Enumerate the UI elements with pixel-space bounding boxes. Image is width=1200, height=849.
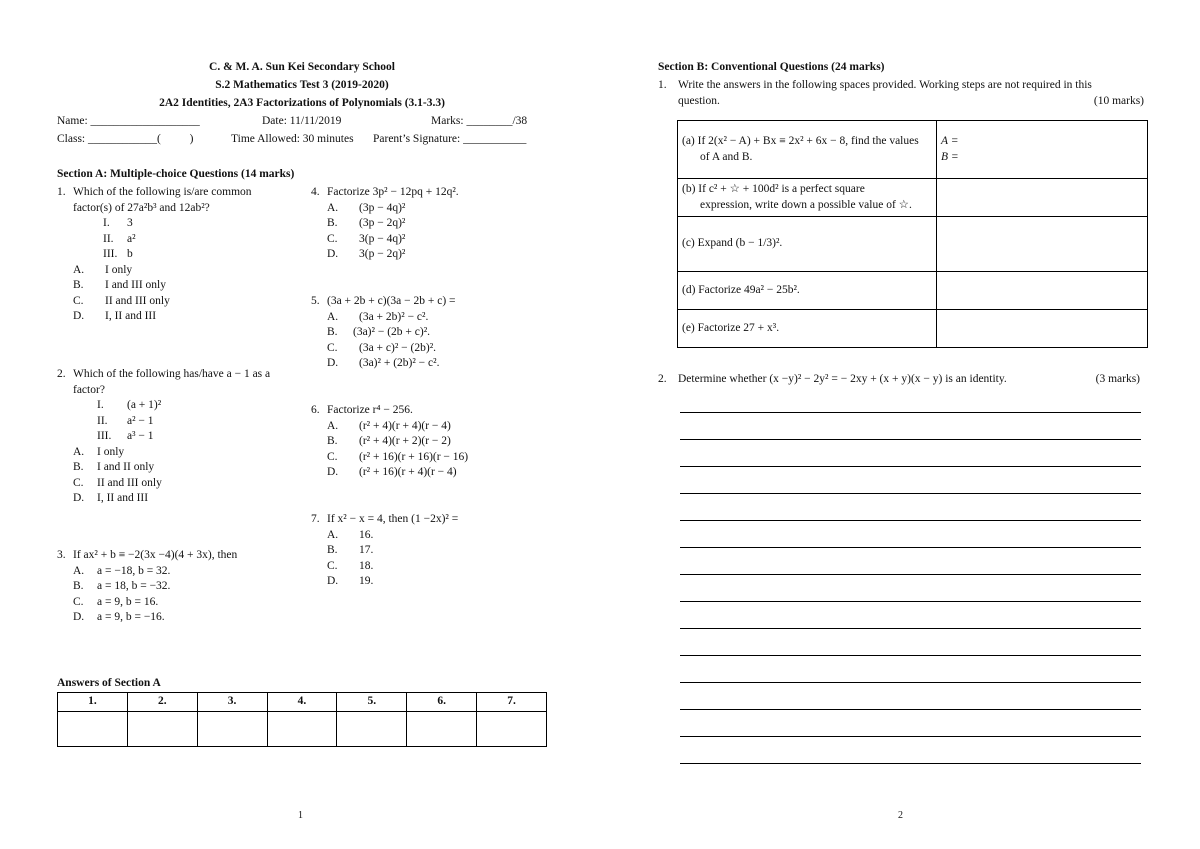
b-q2-number: 2. bbox=[658, 373, 667, 385]
q2-option-c: C. II and III only bbox=[73, 476, 162, 489]
q2-option-d: D. I, II and III bbox=[73, 492, 149, 505]
q5-option-b: B. (3a)² − (2b + c)². bbox=[327, 326, 431, 339]
q1-option-a: A. I only bbox=[73, 263, 133, 276]
q6-option-c: C. (r² + 16)(r + 16)(r − 16) bbox=[327, 450, 469, 463]
test-topics: 2A2 Identities, 2A3 Factorizations of Polynomials (3.1-3.3) bbox=[159, 97, 445, 109]
b-row-c-question: (c) Expand (b − 1/3)². bbox=[678, 217, 937, 272]
q6-option-b: B. (r² + 4)(r + 2)(r − 2) bbox=[327, 435, 451, 448]
q3-option-a: A. a = −18, b = 32. bbox=[73, 564, 171, 577]
q2-text-line1: Which of the following has/have a − 1 as a bbox=[73, 368, 271, 380]
q2-roman-3: III. a³ − 1 bbox=[97, 430, 154, 443]
writing-line[interactable] bbox=[680, 412, 1141, 413]
question-2 bbox=[57, 367, 270, 507]
q7-text-line1: If x² − x = 4, then (1 −2x)² = bbox=[327, 513, 459, 525]
answer-header-5: 5. bbox=[337, 693, 407, 712]
writing-line[interactable] bbox=[680, 655, 1141, 656]
question-6 bbox=[311, 403, 468, 481]
answer-cell-6[interactable] bbox=[407, 712, 477, 747]
q3-text-line1: If ax² + b ≡ −2(3x −4)(4 + 3x), then bbox=[73, 549, 238, 561]
q3-number: 3. bbox=[57, 549, 66, 561]
q5-option-a: A. (3a + 2b)² − c². bbox=[327, 310, 429, 323]
q1-roman-2: II. a² bbox=[103, 232, 136, 245]
answer-header-1: 1. bbox=[58, 693, 128, 712]
b-row-e-answer[interactable] bbox=[937, 310, 1148, 348]
writing-line[interactable] bbox=[680, 709, 1141, 710]
date-field: Date: 11/11/2019 bbox=[262, 115, 342, 127]
section-b-title: Section B: Conventional Questions (24 marks) bbox=[658, 61, 885, 73]
answer-cell-4[interactable] bbox=[267, 712, 337, 747]
q5-text-line1: (3a + 2b + c)(3a − 2b + c) = bbox=[327, 295, 456, 307]
q2-option-a: A. I only bbox=[73, 445, 125, 458]
writing-line[interactable] bbox=[680, 601, 1141, 602]
marks-field: Marks: ________/38 bbox=[431, 115, 528, 127]
q7-option-d: D. 19. bbox=[327, 575, 374, 588]
q1-roman-1: I. 3 bbox=[103, 217, 133, 230]
q7-number: 7. bbox=[311, 513, 320, 525]
answer-cell-2[interactable] bbox=[127, 712, 197, 747]
q2-number: 2. bbox=[57, 368, 66, 380]
answer-header-6: 6. bbox=[407, 693, 477, 712]
q1-option-d: D. I, II and III bbox=[73, 310, 157, 323]
writing-line[interactable] bbox=[680, 574, 1141, 575]
q6-option-a: A. (r² + 4)(r + 4)(r − 4) bbox=[327, 419, 451, 432]
q3-option-d: D. a = 9, b = −16. bbox=[73, 611, 165, 624]
q6-number: 6. bbox=[311, 404, 320, 416]
section-b-q1 bbox=[658, 78, 1144, 109]
q2-roman-2: II. a² − 1 bbox=[97, 414, 154, 427]
q4-option-a: A. (3p − 4q)² bbox=[327, 201, 406, 214]
time-allowed: Time Allowed: 30 minutes bbox=[231, 133, 354, 145]
answer-header-7: 7. bbox=[477, 693, 547, 712]
answer-header-3: 3. bbox=[197, 693, 267, 712]
writing-line[interactable] bbox=[680, 628, 1141, 629]
b-row-a-answer[interactable]: A = B = bbox=[937, 121, 1148, 179]
q5-number: 5. bbox=[311, 295, 320, 307]
q7-option-b: B. 17. bbox=[327, 544, 374, 557]
answer-cell-7[interactable] bbox=[477, 712, 547, 747]
q3-option-b: B. a = 18, b = −32. bbox=[73, 580, 171, 593]
writing-line[interactable] bbox=[680, 682, 1141, 683]
b-q2-marks: (3 marks) bbox=[1095, 373, 1140, 385]
answer-cell-5[interactable] bbox=[337, 712, 407, 747]
class-field: Class: ____________( ) bbox=[57, 133, 194, 145]
answers-title: Answers of Section A bbox=[57, 677, 161, 689]
q1-option-c: C. II and III only bbox=[73, 294, 170, 307]
writing-line[interactable] bbox=[680, 763, 1141, 764]
q1-option-b: B. I and III only bbox=[73, 279, 166, 292]
b-q1-line1: Write the answers in the following spaces provided. Working steps are not required in this bbox=[678, 79, 1092, 91]
q5-option-d: D. (3a)² + (2b)² − c². bbox=[327, 357, 440, 370]
q2-text-line2: factor? bbox=[73, 383, 105, 396]
section-b-answer-table bbox=[677, 120, 1148, 348]
section-a-title: Section A: Multiple-choice Questions (14 marks) bbox=[57, 168, 295, 180]
b-row-c-answer[interactable] bbox=[937, 217, 1148, 272]
q7-option-a: A. 16. bbox=[327, 528, 374, 541]
question-1 bbox=[57, 185, 252, 325]
b-q1-line2: question. bbox=[678, 94, 720, 107]
q1-number: 1. bbox=[57, 186, 66, 198]
writing-line[interactable] bbox=[680, 520, 1141, 521]
page-number-2: 2 bbox=[898, 810, 903, 821]
question-4 bbox=[311, 185, 459, 263]
q4-number: 4. bbox=[311, 186, 320, 198]
q1-text-line1: Which of the following is/are common bbox=[73, 186, 252, 198]
q4-text-line1: Factorize 3p² − 12pq + 12q². bbox=[327, 186, 459, 198]
q5-option-c: C. (3a + c)² − (2b)². bbox=[327, 341, 437, 354]
writing-line[interactable] bbox=[680, 736, 1141, 737]
b-row-a-question: (a) If 2(x² − A) + Bx ≡ 2x² + 6x − 8, find the values of A and B. bbox=[678, 121, 937, 179]
q4-option-d: D. 3(p − 2q)² bbox=[327, 248, 406, 261]
b-row-d-question: (d) Factorize 49a² − 25b². bbox=[678, 272, 937, 310]
b-q2-text: Determine whether (x −y)² − 2y² = − 2xy + (x + y)(x − y) is an identity. bbox=[678, 373, 1007, 385]
q6-text-line1: Factorize r⁴ − 256. bbox=[327, 404, 413, 416]
q3-option-c: C. a = 9, b = 16. bbox=[73, 595, 159, 608]
q1-roman-3: III. b bbox=[103, 248, 133, 261]
writing-line[interactable] bbox=[680, 547, 1141, 548]
question-5 bbox=[311, 294, 456, 372]
name-field: Name: ___________________ bbox=[57, 115, 200, 127]
answer-table bbox=[57, 692, 547, 747]
writing-line[interactable] bbox=[680, 439, 1141, 440]
question-3 bbox=[57, 548, 237, 626]
page-number-1: 1 bbox=[298, 810, 303, 821]
b-row-b-question: (b) If c² + ☆ + 100d² is a perfect square expression, write down a possible value of ☆. bbox=[678, 179, 937, 217]
q6-option-d: D. (r² + 16)(r + 4)(r − 4) bbox=[327, 466, 457, 479]
school-name: C. & M. A. Sun Kei Secondary School bbox=[209, 61, 395, 73]
writing-line[interactable] bbox=[680, 466, 1141, 467]
b-row-b-answer[interactable] bbox=[937, 179, 1148, 217]
answer-cell-3[interactable] bbox=[197, 712, 267, 747]
q1-text-line2: factor(s) of 27a²b³ and 12ab²? bbox=[73, 201, 210, 214]
q4-option-b: B. (3p − 2q)² bbox=[327, 217, 406, 230]
answer-cell-1[interactable] bbox=[58, 712, 128, 747]
test-title: S.2 Mathematics Test 3 (2019-2020) bbox=[215, 79, 389, 91]
question-7 bbox=[311, 512, 458, 590]
parent-signature-field: Parent’s Signature: ___________ bbox=[373, 133, 527, 145]
q2-roman-1: I. (a + 1)² bbox=[97, 399, 162, 412]
q7-option-c: C. 18. bbox=[327, 559, 374, 572]
answer-header-2: 2. bbox=[127, 693, 197, 712]
b-q1-number: 1. bbox=[658, 79, 667, 91]
answer-header-4: 4. bbox=[267, 693, 337, 712]
q4-option-c: C. 3(p − 4q)² bbox=[327, 232, 406, 245]
b-q1-marks: (10 marks) bbox=[1093, 94, 1144, 107]
b-row-e-question: (e) Factorize 27 + x³. bbox=[678, 310, 937, 348]
b-row-d-answer[interactable] bbox=[937, 272, 1148, 310]
writing-line[interactable] bbox=[680, 493, 1141, 494]
section-b-q2 bbox=[658, 372, 1140, 388]
q2-option-b: B. I and II only bbox=[73, 461, 155, 474]
